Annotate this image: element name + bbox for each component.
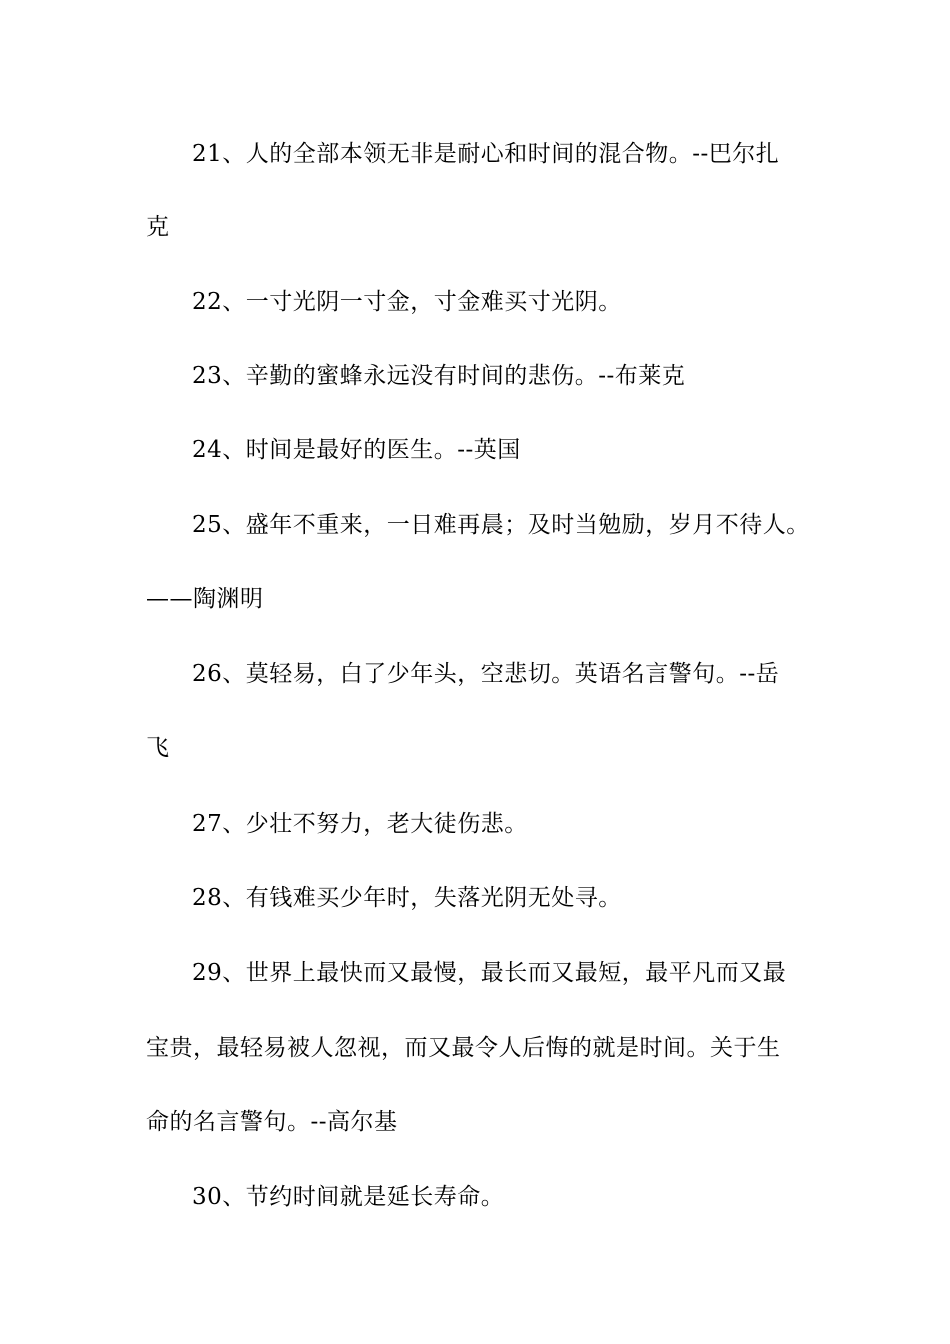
quote-29-line-1: 29、世界上最快而又最慢，最长而又最短，最平凡而又最 — [192, 960, 787, 986]
quote-21-line-2: 克 — [146, 214, 170, 240]
quote-25-line-2: ——陶渊明 — [146, 586, 264, 612]
quote-29-line-2: 宝贵，最轻易被人忽视，而又最令人后悔的就是时间。关于生 — [146, 1035, 781, 1061]
quote-26-line-2: 飞 — [146, 735, 170, 761]
quote-23: 23、辛勤的蜜蜂永远没有时间的悲伤。--布莱克 — [192, 363, 686, 389]
quote-28: 28、有钱难买少年时，失落光阴无处寻。 — [192, 885, 622, 911]
quote-30: 30、节约时间就是延长寿命。 — [192, 1184, 505, 1210]
quote-26-line-1: 26、莫轻易，白了少年头，空悲切。英语名言警句。--岳 — [192, 661, 780, 687]
quote-24: 24、时间是最好的医生。--英国 — [192, 437, 521, 463]
quote-21-line-1: 21、人的全部本领无非是耐心和时间的混合物。--巴尔扎 — [192, 141, 780, 167]
quote-22: 22、一寸光阴一寸金，寸金难买寸光阴。 — [192, 289, 622, 315]
quote-25-line-1: 25、盛年不重来，一日难再晨；及时当勉励，岁月不待人。 — [192, 512, 810, 538]
quote-27: 27、少壮不努力，老大徒伤悲。 — [192, 811, 528, 837]
quote-29-line-3: 命的名言警句。--高尔基 — [146, 1109, 398, 1135]
